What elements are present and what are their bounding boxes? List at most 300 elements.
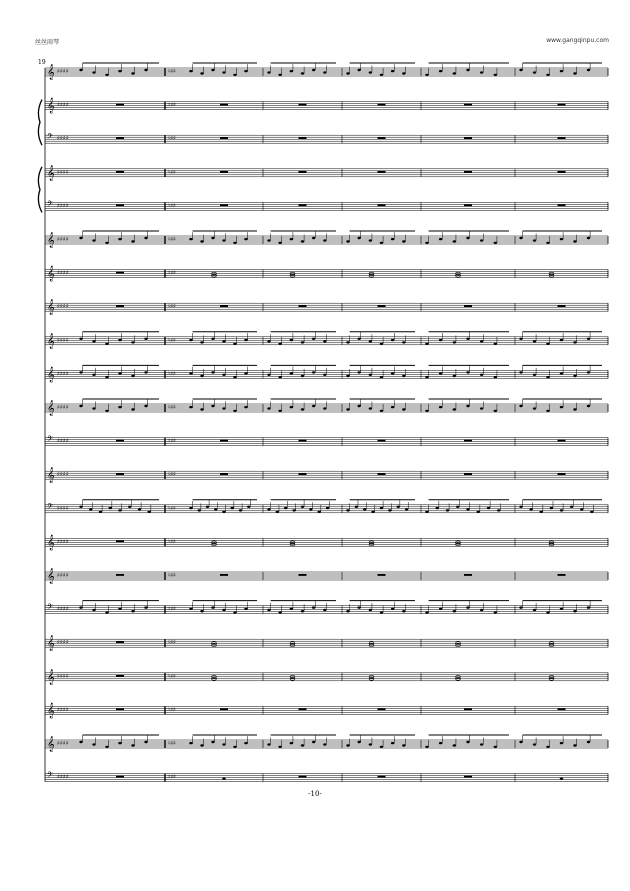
header-left-text: 丝丝雨琴 [35,39,60,46]
note-head [244,70,247,72]
note-head [244,608,247,610]
note-head [99,510,102,512]
note-head [466,606,469,608]
note-head [144,741,147,743]
key-signature: ♯♯♯♯ [57,471,69,479]
note-head [346,341,349,343]
note-head [267,508,270,510]
whole-rest [116,574,124,576]
note-head [391,372,394,374]
note-head [560,608,563,610]
whole-rest [299,574,307,576]
note-head [519,237,522,239]
note-head [363,508,366,510]
note-head [118,372,121,374]
note-head [439,339,442,341]
note-head [533,374,536,376]
note-head [105,376,108,378]
note-head [529,508,532,510]
whole-rest [558,473,566,475]
key-change-naturals: ♮♯♯ [168,101,176,109]
note-head [425,74,428,76]
note-head [494,746,497,748]
note-head [346,744,349,746]
key-change-naturals: ♮♯♯ [168,538,176,546]
note-head [323,71,326,73]
key-signature: ♯♯♯♯ [57,68,69,75]
key-signature: ♯♯♯♯ [57,370,69,378]
note-head [405,508,408,510]
note-head [301,744,304,746]
note-head [198,509,201,511]
note-head [480,743,483,745]
note-head [312,69,315,71]
whole-rest [558,305,566,307]
note-head [105,410,108,412]
treble-clef-icon: 𝄞 [47,233,55,248]
note-head [587,69,590,71]
note-head [587,237,590,239]
key-signature: ♯♯♯♯ [57,404,69,411]
note-head [200,341,203,343]
key-signature: ♯♯♯♯ [57,168,69,176]
note-head [519,606,522,608]
note-head [222,510,225,512]
note-head [278,746,281,748]
note-head [560,339,563,341]
note-head [214,508,217,510]
key-change-naturals: ♮♯♯ [168,672,176,680]
note-head [425,410,428,412]
note-head [290,70,293,72]
note-head [369,340,372,342]
whole-rest [299,171,307,173]
note-head [144,606,147,608]
note-head [89,508,92,510]
whole-rest [464,574,472,576]
key-signature: ♯♯♯♯ [57,538,69,546]
note-head [533,743,536,745]
key-signature: ♯♯♯♯ [57,773,69,781]
note-head [244,406,247,408]
note-head [189,507,192,509]
note-head [309,508,312,510]
whole-rest [299,104,307,106]
bass-clef-icon: 𝄢 [47,603,53,614]
note-head [284,507,287,509]
key-signature: ♯♯♯♯ [57,303,69,311]
note-head [402,240,405,242]
note-head [546,376,549,378]
note-head [222,340,225,342]
note-head [346,72,349,74]
note-head [290,406,293,408]
note-head [397,506,400,508]
note-head [380,376,383,378]
note-head [546,746,549,748]
note-head [480,340,483,342]
note-head [318,510,321,512]
note-head [380,507,383,509]
note-head [109,507,112,509]
whole-rest [378,171,386,173]
whole-rest [116,675,124,677]
note-head [131,610,134,612]
note-head [92,374,95,376]
note-head [446,509,449,511]
whole-rest [116,473,124,475]
note-head [466,338,469,340]
note-head [301,408,304,410]
note-head [466,741,469,743]
key-change-naturals: ♮♯♯ [168,740,176,747]
note-head [323,743,326,745]
note-head [189,608,192,610]
note-head [79,506,82,508]
note-head [391,339,394,341]
note-head [371,510,374,512]
note-head [200,744,203,746]
whole-rest [116,305,124,307]
note-head [466,405,469,407]
note-head [105,746,108,748]
whole-rest [558,171,566,173]
note-head [546,74,549,76]
note-head [369,239,372,241]
note-head [267,609,270,611]
note-head [519,338,522,340]
note-head [267,407,270,409]
note-head [79,741,82,743]
key-change-naturals: ♮♯♯ [168,471,176,479]
whole-rest [299,440,307,442]
key-change-naturals: ♮♯♯ [168,639,176,647]
note-head [453,72,456,74]
note-head [550,507,553,509]
note-head [200,610,203,612]
note-head [477,510,480,512]
note-head [92,340,95,342]
note-head [79,606,82,608]
note-head [278,611,281,613]
whole-rest [464,171,472,173]
whole-rest [378,440,386,442]
whole-rest [558,574,566,576]
note-head [466,508,469,510]
key-change-naturals: ♮♯♯ [168,605,176,613]
whole-rest [378,708,386,710]
note-head [369,609,372,611]
note-head [391,70,394,72]
note-head [290,238,293,240]
key-change-naturals: ♮♯♯ [168,773,176,781]
whole-rest [299,137,307,139]
note-head [278,376,281,378]
key-signature: ♯♯♯♯ [57,437,69,445]
note-head [357,405,360,407]
key-signature: ♯♯♯♯ [57,202,69,210]
treble-clef-icon: 𝄞 [47,401,55,416]
note-head [533,239,536,241]
key-change-naturals: ♮♯♯ [168,236,176,243]
header-right-text: www.gangqinpu.com [546,37,609,44]
whole-rest [558,104,566,106]
note-head [519,69,522,71]
treble-clef-icon: 𝄞 [47,65,55,80]
note-head [323,407,326,409]
whole-rest [116,272,124,274]
bass-clef-icon: 𝄢 [47,502,53,513]
note-head [355,506,358,508]
note-head [211,741,214,743]
note-head [189,70,192,72]
key-signature: ♯♯♯♯ [57,269,69,277]
note-head [346,408,349,410]
note-head [276,510,279,512]
note-head [573,408,576,410]
key-signature: ♯♯♯♯ [57,101,69,109]
treble-clef-icon: 𝄞 [47,300,55,316]
note-head [323,374,326,376]
note-head [79,371,82,373]
whole-rest [220,574,228,576]
note-head [211,338,214,340]
key-signature: ♯♯♯♯ [57,336,69,344]
note-head [105,242,108,244]
key-change-naturals: ♮♯♯ [168,572,176,579]
whole-rest [116,540,124,542]
note-head [118,509,121,511]
treble-clef-icon: 𝄞 [47,669,55,685]
note-head [560,372,563,374]
note-head [560,238,563,240]
note-head [222,743,225,745]
note-head [546,342,549,344]
note-head [92,609,95,611]
note-head [200,72,203,74]
whole-rest [464,137,472,139]
whole-rest [220,708,228,710]
whole-rest [220,137,228,139]
note-head [560,777,563,779]
note-head [323,340,326,342]
note-head [144,405,147,407]
note-head [453,408,456,410]
treble-clef-icon: 𝄞 [47,266,55,282]
treble-clef-icon: 𝄞 [47,367,55,383]
key-signature: ♯♯♯♯ [57,135,69,143]
note-head [494,376,497,378]
bass-clef-icon: 𝄢 [47,133,53,144]
note-head [105,611,108,613]
whole-rest [464,473,472,475]
key-signature: ♯♯♯♯ [57,639,69,647]
whole-rest [220,204,228,206]
note-head [573,610,576,612]
note-head [247,506,250,508]
note-head [131,240,134,242]
note-head [312,237,315,239]
note-head [233,242,236,244]
note-head [590,510,593,512]
note-head [573,72,576,74]
note-head [497,509,500,511]
note-head [480,407,483,409]
note-head [222,609,225,611]
note-head [587,338,590,340]
key-change-naturals: ♮♯♯ [168,303,176,311]
note-head [480,609,483,611]
key-signature: ♯♯♯♯ [57,572,69,579]
note-head [494,410,497,412]
note-head [144,371,147,373]
note-head [546,242,549,244]
note-head [573,744,576,746]
note-head [222,777,225,779]
whole-rest [378,305,386,307]
note-head [200,240,203,242]
whole-rest [558,137,566,139]
note-head [200,375,203,377]
whole-rest [464,440,472,442]
note-head [79,69,82,71]
note-head [425,746,428,748]
note-head [533,407,536,409]
whole-rest [378,204,386,206]
key-change-naturals: ♮♯♯ [168,404,176,411]
whole-rest [378,473,386,475]
note-head [118,70,121,72]
note-head [144,338,147,340]
note-head [402,610,405,612]
key-change-naturals: ♮♯♯ [168,504,176,512]
note-head [92,743,95,745]
note-head [533,71,536,73]
whole-rest [220,171,228,173]
note-head [292,509,295,511]
note-head [439,406,442,408]
note-head [560,509,563,511]
note-head [346,375,349,377]
whole-rest [220,104,228,106]
note-head [233,611,236,613]
key-signature: ♯♯♯♯ [57,504,69,512]
note-head [494,242,497,244]
whole-rest [378,574,386,576]
note-head [148,510,151,512]
note-head [278,242,281,244]
note-head [453,240,456,242]
note-head [290,339,293,341]
key-signature: ♯♯♯♯ [57,605,69,613]
note-head [290,742,293,744]
note-head [570,506,573,508]
note-head [380,242,383,244]
note-head [456,506,459,508]
note-head [546,611,549,613]
note-head [453,375,456,377]
note-head [131,408,134,410]
note-head [346,509,349,511]
whole-rest [464,104,472,106]
key-change-naturals: ♮♯♯ [168,269,176,277]
note-head [233,342,236,344]
whole-rest [220,440,228,442]
note-head [357,741,360,743]
note-head [439,742,442,744]
whole-rest [378,104,386,106]
note-head [346,240,349,242]
whole-rest [116,171,124,173]
whole-rest [220,473,228,475]
note-head [211,237,214,239]
whole-rest [558,440,566,442]
note-head [425,510,428,512]
note-head [118,742,121,744]
whole-rest [116,104,124,106]
treble-clef-icon: 𝄞 [47,569,55,584]
note-head [402,744,405,746]
note-head [211,405,214,407]
note-head [222,239,225,241]
note-head [118,608,121,610]
key-change-naturals: ♮♯♯ [168,437,176,445]
note-head [560,406,563,408]
note-head [425,611,428,613]
note-head [402,341,405,343]
note-head [357,606,360,608]
note-head [92,71,95,73]
whole-rest [116,137,124,139]
whole-rest [299,473,307,475]
treble-clef-icon: 𝄞 [47,636,55,652]
key-signature: ♯♯♯♯ [57,740,69,747]
note-head [118,406,121,408]
note-head [244,742,247,744]
note-head [357,69,360,71]
key-signature: ♯♯♯♯ [57,236,69,243]
note-head [540,510,543,512]
note-head [131,375,134,377]
note-head [267,743,270,745]
note-head [144,237,147,239]
note-head [573,240,576,242]
note-head [587,606,590,608]
whole-rest [220,305,228,307]
note-head [222,374,225,376]
note-head [494,342,497,344]
treble-clef-icon: 𝄞 [47,98,55,114]
note-head [466,371,469,373]
note-head [388,509,391,511]
note-head [244,372,247,374]
note-head [391,406,394,408]
note-head [189,406,192,408]
note-head [189,372,192,374]
whole-rest [299,305,307,307]
treble-clef-icon: 𝄞 [47,165,55,181]
note-head [425,342,428,344]
note-head [144,69,147,71]
note-head [560,742,563,744]
note-head [369,374,372,376]
note-head [118,339,121,341]
note-head [131,744,134,746]
note-head [494,74,497,76]
note-head [391,742,394,744]
note-head [402,375,405,377]
note-head [519,405,522,407]
